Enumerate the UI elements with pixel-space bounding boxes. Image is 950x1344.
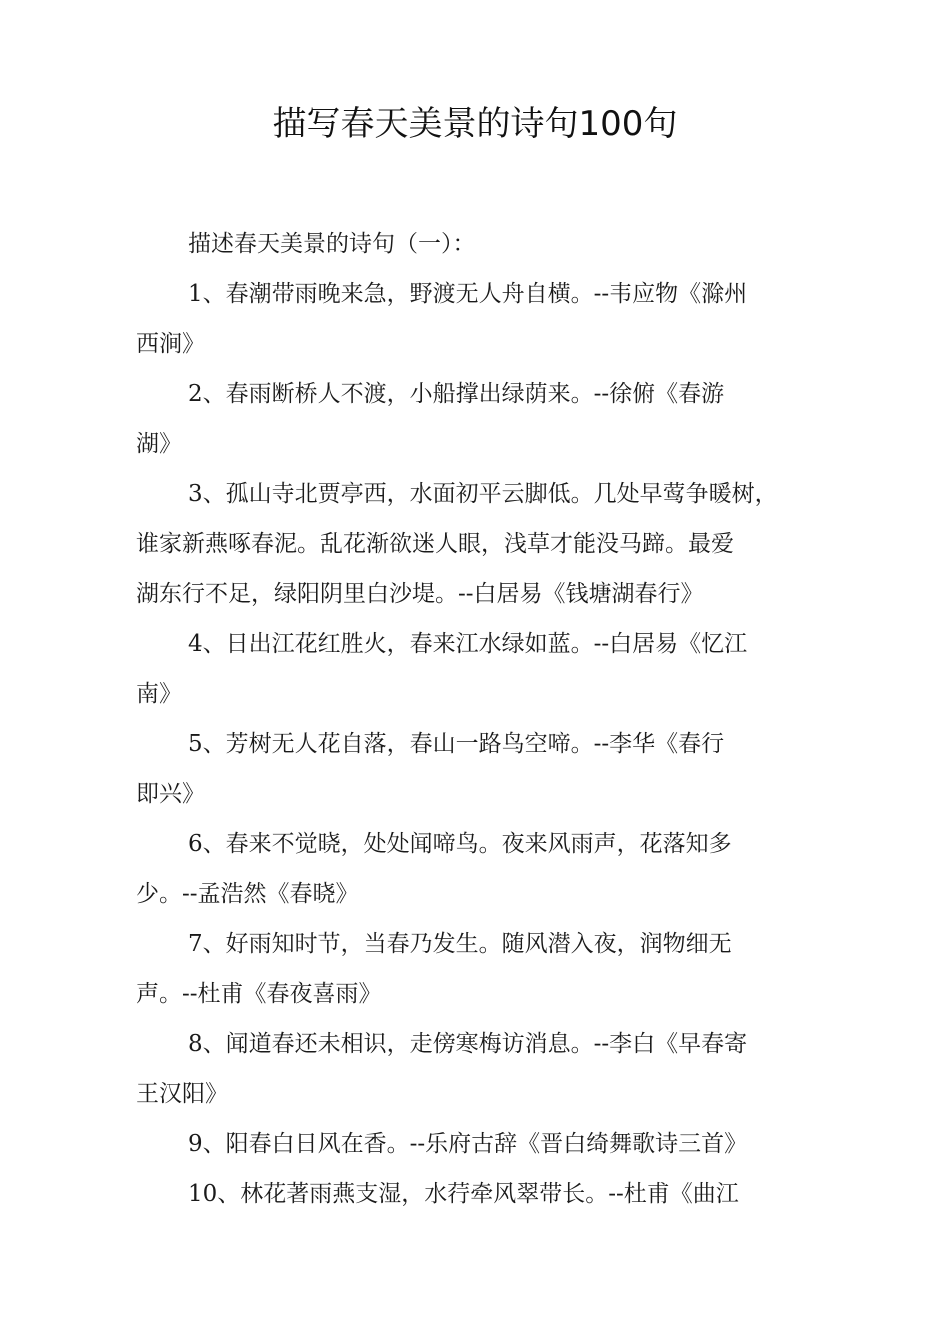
poem-line: 5、芳树无人花自落，春山一路鸟空啼。--李华《春行 xyxy=(188,731,725,757)
poem-item xyxy=(136,719,836,819)
poem-line: 1、春潮带雨晚来急，野渡无人舟自横。--韦应物《滁州 xyxy=(188,281,748,307)
poem-line: 湖东行不足，绿阳阴里白沙堤。--白居易《钱塘湖春行》 xyxy=(136,581,704,607)
page-title: 描写春天美景的诗句100句 xyxy=(272,104,678,144)
poem-item xyxy=(136,819,836,919)
document-body xyxy=(136,219,836,1219)
poem-line: 6、春来不觉晓，处处闻啼鸟。夜来风雨声，花落知多 xyxy=(188,831,732,857)
poem-line: 8、闻道春还未相识，走傍寒梅访消息。--李白《早春寄 xyxy=(188,1031,748,1057)
poem-line: 10、林花著雨燕支湿，水荇牵风翠带长。--杜甫《曲江 xyxy=(188,1181,739,1207)
poem-line: 即兴》 xyxy=(136,781,205,807)
poem-line: 谁家新燕啄春泥。乱花渐欲迷人眼，浅草才能没马蹄。最爱 xyxy=(136,531,734,557)
poem-item xyxy=(136,469,836,619)
poem-line: 西涧》 xyxy=(136,331,205,357)
poem-item xyxy=(136,369,836,469)
poem-line: 湖》 xyxy=(136,431,182,457)
poem-item xyxy=(136,269,836,369)
poem-line: 4、日出江花红胜火，春来江水绿如蓝。--白居易《忆江 xyxy=(188,631,748,657)
poem-line: 声。--杜甫《春夜喜雨》 xyxy=(136,981,382,1007)
poem-line: 王汉阳》 xyxy=(136,1081,228,1107)
poem-line: 少。--孟浩然《春晓》 xyxy=(136,881,359,907)
poem-item xyxy=(136,919,836,1019)
section-heading: 描述春天美景的诗句（一）： xyxy=(188,231,476,257)
poem-line: 9、阳春白日风在香。--乐府古辞《晋白绮舞歌诗三首》 xyxy=(188,1131,748,1157)
poem-line: 7、好雨知时节，当春乃发生。随风潜入夜，润物细无 xyxy=(188,931,732,957)
poem-line: 2、春雨断桥人不渡，小船撑出绿荫来。--徐俯《春游 xyxy=(188,381,725,407)
poem-line: 南》 xyxy=(136,681,182,707)
poem-list xyxy=(136,269,836,1219)
poem-item xyxy=(136,1119,836,1169)
poem-line: 3、孤山寺北贾亭西，水面初平云脚低。几处早莺争暖树， xyxy=(188,481,778,507)
poem-item xyxy=(136,1019,836,1119)
poem-item xyxy=(136,619,836,719)
poem-item xyxy=(136,1169,836,1219)
